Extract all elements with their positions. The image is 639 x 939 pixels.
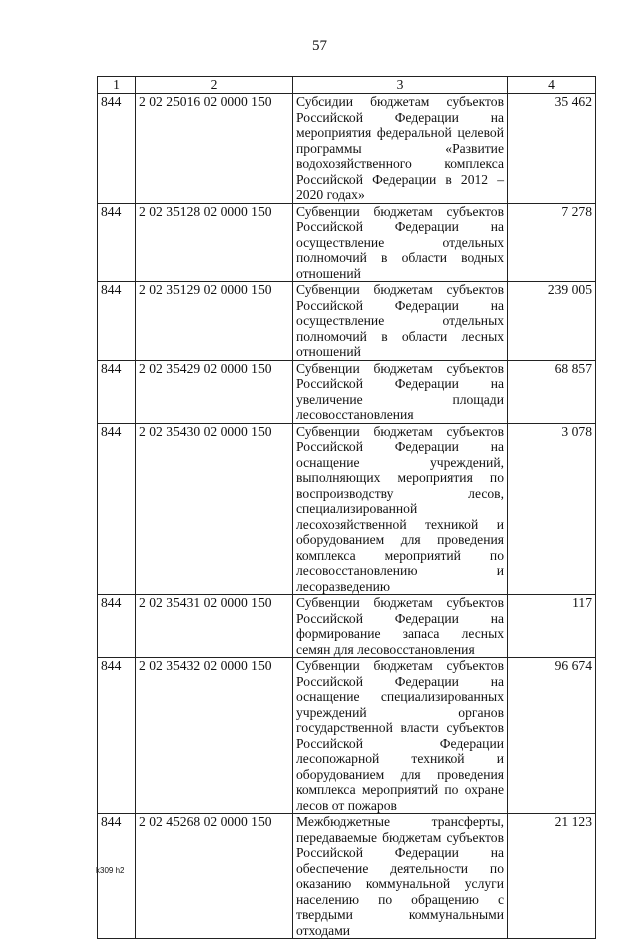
header-col-4: 4 [508,77,596,94]
revenue-name-cell: Субвенции бюджетам субъектов Российской Федерации на увеличение площади лесовосстановления [293,360,508,423]
revenue-name-cell: Субсидии бюджетам субъектов Российской Федерации на мероприятия федеральной целевой программы «Развитие водохозяйственного комплекса Российской Федерации в 2012 – 2020 годах» [293,94,508,204]
table-row [98,423,596,595]
header-col-3: 3 [293,77,508,94]
revenue-name-cell: Межбюджетные трансферты, передаваемые бюджетам субъектов Российской Федерации на обеспечение деятельности по оказанию коммунальной услуги населению по обращению с твердыми коммунальными отходами [293,814,508,939]
admin-code-cell: 844 [98,282,136,361]
table-row [98,658,596,814]
amount-cell: 21 123 [508,814,596,939]
kbk-code-cell: 2 02 35429 02 0000 150 [136,360,293,423]
amount-cell: 35 462 [508,94,596,204]
admin-code-cell: 844 [98,360,136,423]
kbk-code-cell: 2 02 35128 02 0000 150 [136,203,293,282]
kbk-code-cell: 2 02 25016 02 0000 150 [136,94,293,204]
table-row [98,94,596,204]
kbk-code-cell: 2 02 35129 02 0000 150 [136,282,293,361]
amount-cell: 7 278 [508,203,596,282]
amount-cell: 3 078 [508,423,596,595]
admin-code-cell: 844 [98,423,136,595]
table-body [98,94,596,939]
revenue-table [97,76,596,939]
amount-cell: 68 857 [508,360,596,423]
amount-cell: 117 [508,595,596,658]
page-number: 57 [312,38,327,54]
revenue-name-cell: Субвенции бюджетам субъектов Российской Федерации на формирование запаса лесных семян для лесовосстановления [293,595,508,658]
table-row [98,360,596,423]
revenue-name-cell: Субвенции бюджетам субъектов Российской Федерации на оснащение специализированных учреждений органов государственной власти субъектов Российской Федерации лесопожарной техникой и оборудованием для проведения комплекса мероприятий по охране лесов от пожаров [293,658,508,814]
revenue-name-cell: Субвенции бюджетам субъектов Российской Федерации на оснащение учреждений, выполняющих мероприятия по воспроизводству лесов, специализированной лесохозяйственной техникой и оборудованием для проведения комплекса мероприятий по лесовосстановлению и лесоразведению [293,423,508,595]
table-row [98,595,596,658]
revenue-name-cell: Субвенции бюджетам субъектов Российской Федерации на осуществление отдельных полномочий в области водных отношений [293,203,508,282]
revenue-name-cell: Субвенции бюджетам субъектов Российской Федерации на осуществление отдельных полномочий в области лесных отношений [293,282,508,361]
admin-code-cell: 844 [98,203,136,282]
table-row [98,814,596,939]
header-col-1: 1 [98,77,136,94]
table-row [98,282,596,361]
footer-code: k309 h2 [96,866,125,875]
table-header-row [98,77,596,94]
kbk-code-cell: 2 02 45268 02 0000 150 [136,814,293,939]
kbk-code-cell: 2 02 35432 02 0000 150 [136,658,293,814]
admin-code-cell: 844 [98,595,136,658]
admin-code-cell: 844 [98,814,136,939]
kbk-code-cell: 2 02 35431 02 0000 150 [136,595,293,658]
kbk-code-cell: 2 02 35430 02 0000 150 [136,423,293,595]
table-row [98,203,596,282]
admin-code-cell: 844 [98,658,136,814]
header-col-2: 2 [136,77,293,94]
amount-cell: 239 005 [508,282,596,361]
amount-cell: 96 674 [508,658,596,814]
admin-code-cell: 844 [98,94,136,204]
